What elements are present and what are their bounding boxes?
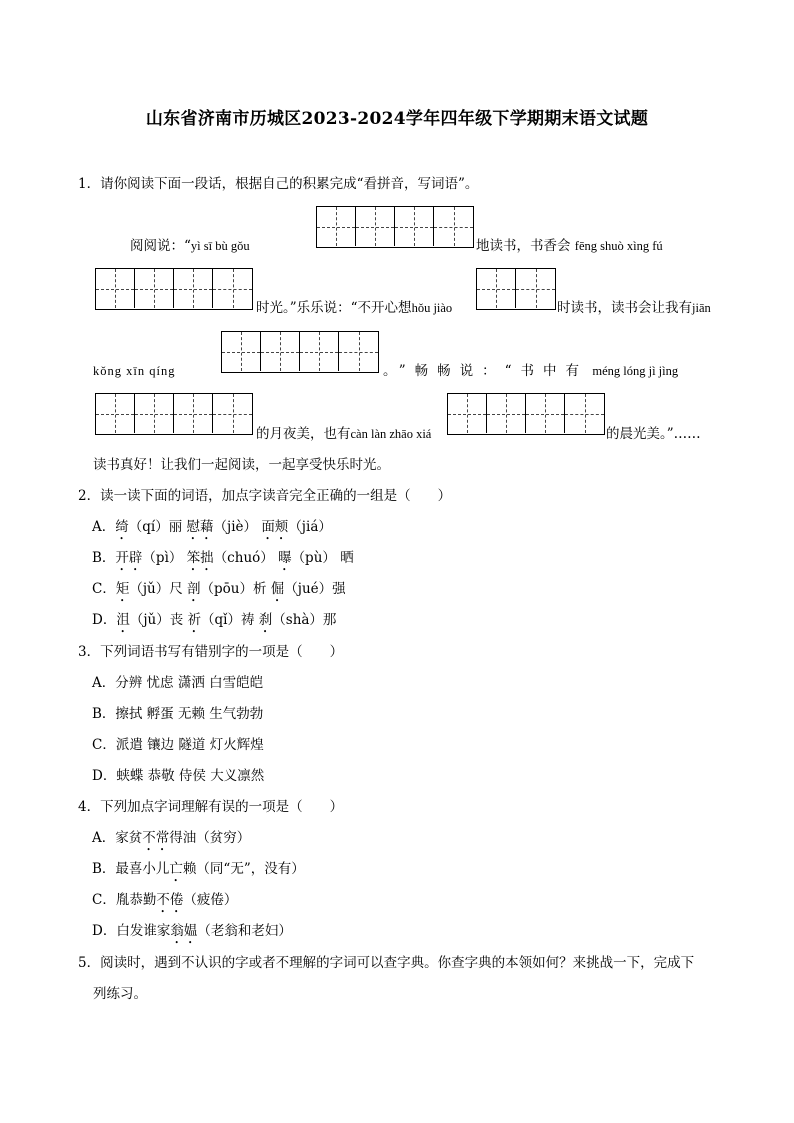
grid-cell: [135, 269, 174, 308]
question-5-stem-line2: 列练习。: [93, 986, 147, 1002]
option-text: A．: [92, 519, 116, 535]
option-text: （jiá）: [288, 519, 332, 535]
option-text: （jǔ）尺: [129, 581, 188, 597]
q2-option-b: [92, 548, 354, 574]
q1-line4-tail: 的晨光美。”……: [606, 426, 701, 442]
q3-option-b: B．擦拭 孵蛋 无赖 生气勃勃: [92, 706, 264, 722]
dotted-word: 矩: [115, 581, 130, 597]
option-text: （pōu）析: [200, 581, 271, 597]
q2-option-d: [92, 610, 336, 636]
question-2-stem: 2．读一读下面的词语，加点字读音完全正确的一组是（ ）: [78, 488, 452, 504]
grid-cell: [516, 269, 555, 308]
grid-cell: [222, 332, 261, 371]
q1-line2-tail: 时读书，读书会让我有jiān: [557, 300, 711, 316]
q3-option-d: D．蛱蝶 恭敬 侍侯 大义凛然: [92, 768, 265, 784]
grid-cell: [135, 394, 174, 433]
q2-option-a: [92, 517, 332, 543]
dotted-word: 曝: [278, 550, 292, 566]
dotted-word: 祈: [187, 612, 201, 628]
question-1-stem: 1．请你阅读下面一段话，根据自己的积累完成“看拼音，写词语”。: [78, 176, 479, 192]
option-text: （pù） 晒: [291, 550, 354, 566]
q3-option-c: C．派遣 镶边 隧道 灯火辉煌: [92, 737, 264, 753]
dotted-word: 面颊: [261, 519, 289, 535]
grid-cell: [526, 394, 565, 433]
grid-cell: [261, 332, 300, 371]
writing-grid-4[interactable]: [221, 331, 379, 373]
q1-line1-tail: 地读书，书香会 fēng shuò xìng fú: [476, 238, 663, 254]
writing-grid-2[interactable]: [95, 268, 253, 310]
grid-cell: [448, 394, 487, 433]
grid-cell: [339, 332, 378, 371]
grid-cell: [174, 394, 213, 433]
page-title: 山东省济南市历城区2023-2024学年四年级下学期期末语文试题: [145, 109, 649, 129]
grid-cell: [174, 269, 213, 308]
q1-line5: 读书真好！让我们一起阅读，一起享受快乐时光。: [93, 457, 390, 473]
question-3-stem: 3．下列词语书写有错别字的一项是（ ）: [78, 644, 344, 660]
dotted-word: 剖: [187, 581, 201, 597]
q1-line3-lead: kǒng xīn qíng: [93, 364, 176, 378]
option-text: （qǐ）祷: [201, 612, 259, 628]
grid-cell: [434, 207, 473, 246]
option-text: （qí）丽: [128, 519, 187, 535]
option-text: （jué）强: [284, 581, 346, 597]
q3-option-a: A．分辨 忧虑 潇洒 白雪皑皑: [92, 675, 264, 691]
grid-cell: [477, 269, 516, 308]
dotted-word: 开辟: [115, 550, 143, 566]
grid-cell: [213, 269, 252, 308]
option-text: D．: [92, 612, 117, 628]
option-text: （chuó）: [213, 550, 279, 566]
q4-option-b: B．最喜小儿亡赖（同“无”，没有）: [92, 861, 305, 877]
writing-grid-3[interactable]: [476, 268, 556, 310]
q1-line2-mid: 时光。”乐乐说：“不开心想hǒu jiào: [256, 300, 453, 316]
dotted-word: 笨拙: [186, 550, 214, 566]
grid-cell: [317, 207, 356, 246]
question-5-stem-line1: 5．阅读时，遇到不认识的字或者不理解的字词可以查字典。你查字典的本领如何？来挑战一下，完成下: [78, 955, 695, 971]
dotted-word: 绮: [115, 519, 129, 535]
option-text: C．: [92, 581, 116, 597]
option-text: （shà）那: [272, 612, 337, 628]
grid-cell: [487, 394, 526, 433]
q1-line4-mid: 的月夜美，也有càn làn zhāo xiá: [256, 426, 432, 442]
writing-grid-1[interactable]: [316, 206, 474, 248]
option-text: （pì）: [142, 550, 187, 566]
q2-option-c: [92, 579, 346, 605]
grid-cell: [395, 207, 434, 246]
question-4-stem: 4．下列加点字词理解有误的一项是（ ）: [78, 799, 344, 815]
q4-option-c: C．胤恭勤不倦（疲倦）: [92, 892, 238, 908]
q1-line3-tail: 。”畅畅说：“书中有 méng lóng jì jìng: [383, 363, 679, 379]
writing-grid-5[interactable]: [95, 393, 253, 435]
grid-cell: [96, 269, 135, 308]
q1-line1-lead: 阅阅说：“yì sī bù gǒu: [130, 238, 250, 254]
dotted-word: 刹: [258, 612, 273, 628]
grid-cell: [356, 207, 395, 246]
grid-cell: [213, 394, 252, 433]
grid-cell: [565, 394, 604, 433]
grid-cell: [300, 332, 339, 371]
grid-cell: [96, 394, 135, 433]
writing-grid-6[interactable]: [447, 393, 605, 435]
option-text: （jǔ）丧: [129, 612, 188, 628]
dotted-word: 慰藉: [186, 519, 214, 535]
option-text: （jiè）: [213, 519, 262, 535]
dotted-word: 沮: [116, 612, 130, 628]
q4-option-a: A．家贫不常得油（贫穷）: [92, 830, 251, 846]
dotted-word: 倔: [270, 581, 285, 597]
q4-option-d: D．白发谁家翁媪（老翁和老妇）: [92, 923, 292, 939]
option-text: B．: [92, 550, 116, 566]
